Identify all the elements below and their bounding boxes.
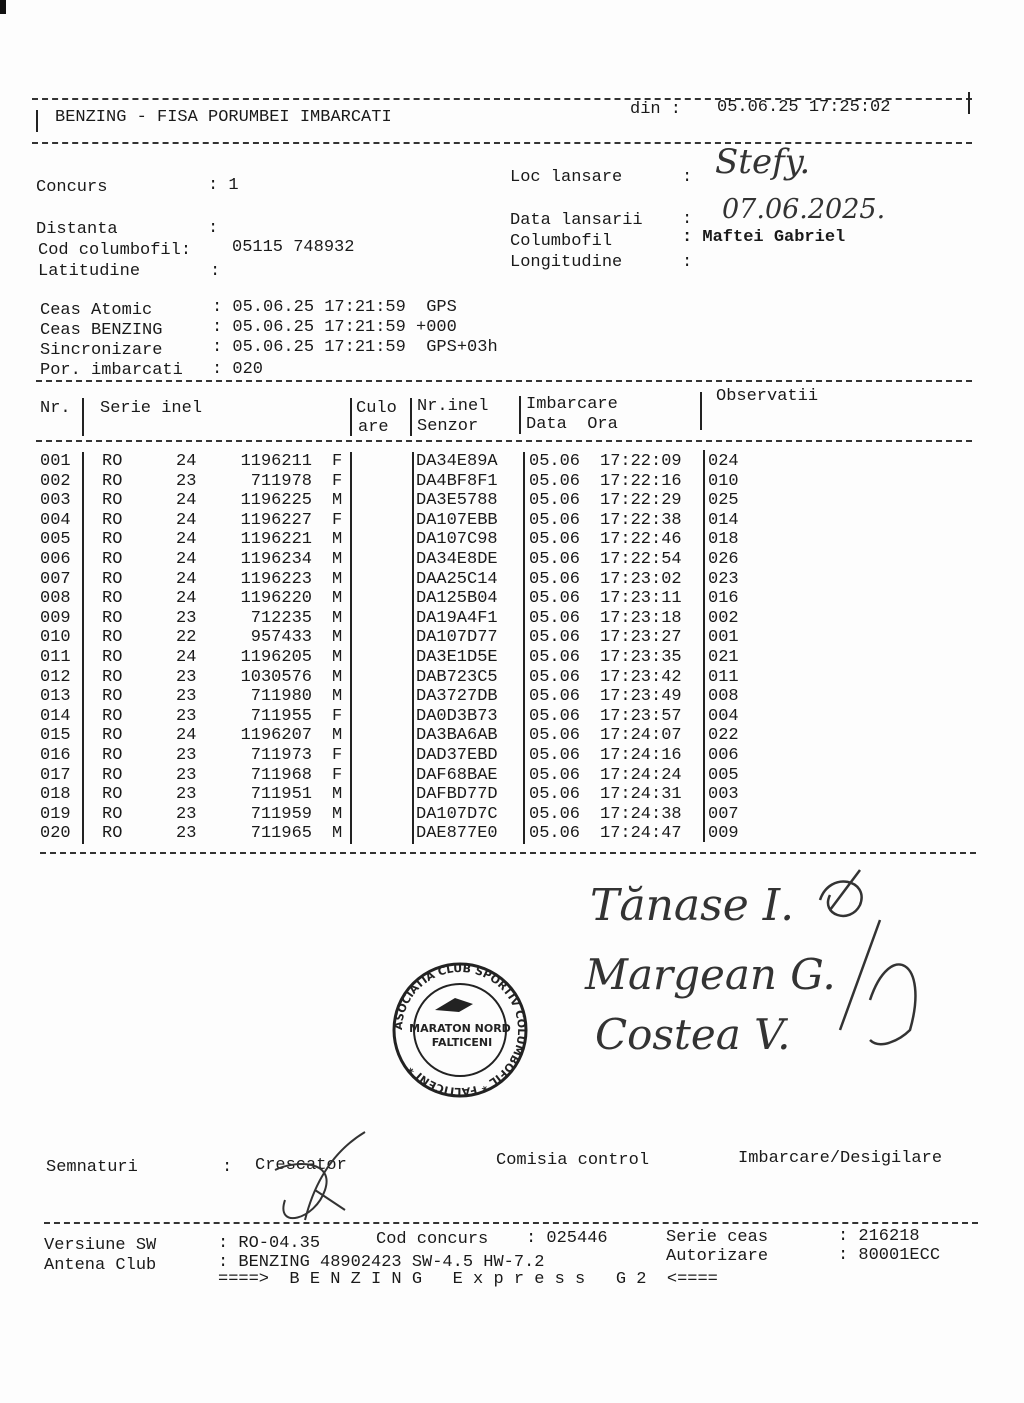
- table-row: [40, 668, 760, 688]
- row-nr: 014: [40, 706, 71, 726]
- row-sex: M: [332, 628, 343, 648]
- row-country: RO: [102, 785, 123, 805]
- row-country: RO: [102, 804, 123, 824]
- col-header-senzor: Senzor: [417, 417, 479, 436]
- divider: [410, 398, 412, 436]
- row-country: RO: [102, 471, 123, 491]
- stamp-inner-text-2: FALTICENI: [431, 1036, 493, 1049]
- row-time: 17:22:46: [600, 530, 682, 550]
- serie-ceas-value: : 216218: [838, 1227, 920, 1246]
- loc-lansare-label: Loc lansare: [510, 168, 623, 187]
- row-sex: M: [332, 648, 343, 667]
- row-year: 24: [176, 452, 197, 471]
- row-nr: 020: [40, 824, 71, 844]
- autorizare-label: Autorizare: [666, 1247, 769, 1266]
- antena-club-label: Antena Club: [44, 1256, 157, 1275]
- row-time: 17:24:38: [600, 804, 682, 824]
- row-sex: M: [332, 530, 343, 550]
- row-nr: 012: [40, 667, 71, 687]
- row-ring: 711973: [250, 746, 312, 765]
- row-sensor: DA3BA6AB: [416, 726, 498, 746]
- row-country: RO: [102, 569, 123, 589]
- row-nr: 019: [40, 804, 71, 824]
- col-header-culoare-2: are: [358, 418, 389, 437]
- row-date: 05.06: [529, 452, 581, 471]
- row-time: 17:24:24: [600, 765, 682, 785]
- row-year: 23: [176, 608, 197, 628]
- club-stamp: [380, 960, 540, 1100]
- row-ring: 711955: [250, 706, 312, 726]
- row-sex: F: [332, 765, 343, 785]
- row-observatii: 024: [708, 452, 739, 471]
- row-time: 17:22:54: [600, 550, 682, 569]
- row-time: 17:22:09: [600, 452, 682, 471]
- columbofil-value: : Maftei Gabriel: [682, 228, 846, 247]
- table-row: [40, 766, 760, 786]
- concurs-label: Concurs: [36, 178, 108, 197]
- table-row: [40, 726, 760, 746]
- row-observatii: 005: [708, 765, 739, 785]
- row-country: RO: [102, 765, 123, 785]
- row-nr: 016: [40, 746, 71, 765]
- row-date: 05.06: [529, 530, 581, 550]
- row-sex: M: [332, 569, 343, 589]
- row-nr: 015: [40, 726, 71, 746]
- divider: [40, 852, 976, 854]
- signature-1: Tănase I.: [590, 880, 795, 931]
- loc-lansare-sep: :: [682, 168, 693, 187]
- divider: [350, 398, 352, 436]
- serie-ceas-label: Serie ceas: [666, 1228, 769, 1247]
- col-header-nr-inel: Nr.inel: [417, 397, 489, 416]
- row-date: 05.06: [529, 510, 581, 530]
- row-observatii: 006: [708, 746, 739, 765]
- table-row: [40, 550, 760, 570]
- row-observatii: 018: [708, 530, 739, 550]
- row-sensor: DAA25C14: [416, 569, 498, 589]
- row-date: 05.06: [529, 608, 581, 628]
- columbofil-label: Columbofil: [510, 232, 613, 251]
- row-sex: M: [332, 726, 343, 746]
- row-date: 05.06: [529, 648, 581, 667]
- row-nr: 007: [40, 569, 71, 589]
- row-year: 23: [176, 471, 197, 491]
- row-sex: M: [332, 589, 343, 609]
- row-sensor: DA3727DB: [416, 687, 498, 707]
- sincronizare-value: : 05.06.25 17:21:59 GPS+03h: [212, 338, 498, 357]
- row-nr: 005: [40, 530, 71, 550]
- cod-columbofil-value: 05115 748932: [232, 238, 355, 257]
- row-sex: F: [332, 706, 343, 726]
- row-sex: M: [332, 608, 343, 628]
- row-date: 05.06: [529, 746, 581, 765]
- row-sensor: DA4BF8F1: [416, 471, 498, 491]
- row-year: 24: [176, 569, 197, 589]
- row-date: 05.06: [529, 491, 581, 511]
- ceas-benzing-label: Ceas BENZING: [40, 321, 163, 340]
- row-ring: 1196234: [240, 550, 312, 569]
- row-ring: 1196220: [240, 589, 312, 609]
- row-ring: 711959: [250, 804, 312, 824]
- row-date: 05.06: [529, 628, 581, 648]
- concurs-value: : 1: [208, 176, 239, 195]
- row-country: RO: [102, 628, 123, 648]
- data-lansarii-handwritten: 07.06.2025.: [722, 194, 886, 225]
- row-time: 17:24:31: [600, 785, 682, 805]
- row-country: RO: [102, 667, 123, 687]
- row-sensor: DA3E1D5E: [416, 648, 498, 667]
- stamp-outer-text: ASOCIATIA CLUB SPORTIV COLUMBOFIL * FALTICENI *: [391, 961, 529, 1099]
- divider: [44, 1222, 978, 1224]
- row-observatii: 025: [708, 491, 739, 511]
- loc-lansare-handwritten: Stefy.: [715, 142, 811, 182]
- row-sensor: DAB723C5: [416, 667, 498, 687]
- stamp-inner-text-1: MARATON NORD: [409, 1022, 511, 1035]
- row-time: 17:23:57: [600, 706, 682, 726]
- row-date: 05.06: [529, 824, 581, 844]
- row-country: RO: [102, 452, 123, 471]
- row-country: RO: [102, 510, 123, 530]
- scan-edge: [0, 0, 6, 14]
- row-time: 17:22:38: [600, 510, 682, 530]
- row-nr: 001: [40, 452, 71, 471]
- table-row: [40, 570, 760, 590]
- row-observatii: 022: [708, 726, 739, 746]
- row-nr: 008: [40, 589, 71, 609]
- row-sex: M: [332, 824, 343, 844]
- divider: [32, 142, 972, 144]
- col-header-nr: Nr.: [40, 399, 71, 418]
- row-observatii: 026: [708, 550, 739, 569]
- row-sensor: DA125B04: [416, 589, 498, 609]
- imbarcare-desigilare-label: Imbarcare/Desigilare: [738, 1149, 943, 1168]
- row-year: 23: [176, 746, 197, 765]
- row-date: 05.06: [529, 667, 581, 687]
- row-sensor: DA107D7C: [416, 804, 498, 824]
- row-year: 23: [176, 824, 197, 844]
- ceas-atomic-label: Ceas Atomic: [40, 301, 153, 320]
- row-observatii: 008: [708, 687, 739, 707]
- row-date: 05.06: [529, 550, 581, 569]
- table-row: [40, 511, 760, 531]
- row-year: 24: [176, 510, 197, 530]
- row-country: RO: [102, 608, 123, 628]
- table-row: [40, 452, 760, 472]
- row-country: RO: [102, 648, 123, 667]
- row-year: 24: [176, 530, 197, 550]
- row-observatii: 009: [708, 824, 739, 844]
- row-sensor: DA107D77: [416, 628, 498, 648]
- row-year: 23: [176, 687, 197, 707]
- benzing-express-banner: ====> B E N Z I N G E x p r e s s G 2 <====: [218, 1270, 718, 1289]
- row-time: 17:23:02: [600, 569, 682, 589]
- din-label: din :: [630, 100, 682, 119]
- por-imbarcati-value: : 020: [212, 360, 264, 379]
- row-time: 17:24:47: [600, 824, 682, 844]
- row-country: RO: [102, 706, 123, 726]
- cod-columbofil-label: Cod columbofil:: [38, 241, 192, 260]
- table-row: [40, 687, 760, 707]
- row-date: 05.06: [529, 569, 581, 589]
- sincronizare-label: Sincronizare: [40, 341, 163, 360]
- row-ring: 711951: [250, 785, 312, 805]
- row-observatii: 014: [708, 510, 739, 530]
- row-sensor: DAD37EBD: [416, 746, 498, 765]
- distanta-value: :: [208, 219, 219, 238]
- ceas-benzing-value: : 05.06.25 17:21:59 +000: [212, 318, 457, 337]
- row-observatii: 003: [708, 785, 739, 805]
- comisia-control-label: Comisia control: [496, 1151, 650, 1170]
- row-nr: 003: [40, 491, 71, 511]
- row-nr: 013: [40, 687, 71, 707]
- row-year: 23: [176, 706, 197, 726]
- divider: [36, 380, 972, 382]
- row-observatii: 007: [708, 804, 739, 824]
- row-sex: M: [332, 667, 343, 687]
- row-ring: 957433: [250, 628, 312, 648]
- row-time: 17:23:11: [600, 589, 682, 609]
- table-row: [40, 628, 760, 648]
- row-observatii: 002: [708, 608, 739, 628]
- table-row: [40, 472, 760, 492]
- row-sensor: DA107EBB: [416, 510, 498, 530]
- row-date: 05.06: [529, 804, 581, 824]
- versiune-sw-value: : RO-04.35: [218, 1234, 321, 1253]
- row-time: 17:23:49: [600, 687, 682, 707]
- row-sex: F: [332, 452, 343, 471]
- row-date: 05.06: [529, 726, 581, 746]
- row-observatii: 021: [708, 648, 739, 667]
- row-year: 23: [176, 765, 197, 785]
- por-imbarcati-label: Por. imbarcati: [40, 361, 183, 380]
- row-ring: 711978: [250, 471, 312, 491]
- row-ring: 1030576: [240, 667, 312, 687]
- print-datetime: 05.06.25 17:25:02: [717, 98, 891, 117]
- cod-concurs-value: : 025446: [526, 1229, 608, 1248]
- row-sensor: DAFBD77D: [416, 785, 498, 805]
- row-sensor: DA0D3B73: [416, 706, 498, 726]
- row-ring: 1196205: [240, 648, 312, 667]
- row-time: 17:24:07: [600, 726, 682, 746]
- row-date: 05.06: [529, 706, 581, 726]
- table-row: [40, 707, 760, 727]
- col-header-culoare: Culo: [356, 399, 397, 418]
- row-sex: M: [332, 785, 343, 805]
- row-nr: 004: [40, 510, 71, 530]
- row-time: 17:24:16: [600, 746, 682, 765]
- col-header-serie: Serie inel: [100, 399, 203, 418]
- row-time: 17:23:42: [600, 667, 682, 687]
- row-nr: 006: [40, 550, 71, 569]
- cod-concurs-label: Cod concurs: [376, 1230, 489, 1249]
- row-time: 17:22:29: [600, 491, 682, 511]
- row-time: 17:22:16: [600, 471, 682, 491]
- row-year: 24: [176, 491, 197, 511]
- row-country: RO: [102, 589, 123, 609]
- row-sex: M: [332, 804, 343, 824]
- signature-3: Costea V.: [595, 1010, 791, 1059]
- row-time: 17:23:18: [600, 608, 682, 628]
- row-year: 23: [176, 804, 197, 824]
- ceas-atomic-value: : 05.06.25 17:21:59 GPS: [212, 298, 457, 317]
- antena-club-value: : BENZING 48902423 SW-4.5 HW-7.2: [218, 1253, 545, 1272]
- table-row: [40, 824, 760, 844]
- row-year: 24: [176, 648, 197, 667]
- row-country: RO: [102, 530, 123, 550]
- row-year: 23: [176, 667, 197, 687]
- table-row: [40, 530, 760, 550]
- row-sex: M: [332, 550, 343, 569]
- row-date: 05.06: [529, 589, 581, 609]
- table-row: [40, 785, 760, 805]
- row-nr: 010: [40, 628, 71, 648]
- row-country: RO: [102, 491, 123, 511]
- longitudine-value: :: [682, 253, 693, 272]
- col-header-data-ora: Data Ora: [526, 415, 618, 434]
- row-ring: 1196227: [240, 510, 312, 530]
- autorizare-value: : 80001ECC: [838, 1246, 941, 1265]
- row-nr: 011: [40, 648, 71, 667]
- row-sensor: DA3E5788: [416, 491, 498, 511]
- row-date: 05.06: [529, 765, 581, 785]
- row-date: 05.06: [529, 785, 581, 805]
- table-row: [40, 648, 760, 668]
- row-year: 22: [176, 628, 197, 648]
- row-sensor: DAF68BAE: [416, 765, 498, 785]
- table-row: [40, 609, 760, 629]
- row-sex: M: [332, 491, 343, 511]
- row-country: RO: [102, 824, 123, 844]
- row-nr: 002: [40, 471, 71, 491]
- row-year: 24: [176, 550, 197, 569]
- row-ring: 1196225: [240, 491, 312, 511]
- distanta-label: Distanta: [36, 220, 118, 239]
- row-ring: 1196221: [240, 530, 312, 550]
- crescator-label: Crescator: [255, 1156, 347, 1175]
- data-lansarii-label: Data lansarii: [510, 211, 643, 230]
- row-sensor: DA107C98: [416, 530, 498, 550]
- row-nr: 018: [40, 785, 71, 805]
- crescator-signature: [245, 1130, 375, 1230]
- row-observatii: 004: [708, 706, 739, 726]
- row-observatii: 001: [708, 628, 739, 648]
- divider: [36, 440, 972, 442]
- row-year: 24: [176, 589, 197, 609]
- row-country: RO: [102, 687, 123, 707]
- row-observatii: 016: [708, 589, 739, 609]
- table-row: [40, 491, 760, 511]
- row-ring: 1196207: [240, 726, 312, 746]
- row-ring: 1196223: [240, 569, 312, 589]
- row-year: 23: [176, 785, 197, 805]
- row-sensor: DA19A4F1: [416, 608, 498, 628]
- row-sensor: DA34E8DE: [416, 550, 498, 569]
- row-observatii: 010: [708, 471, 739, 491]
- row-ring: 1196211: [240, 452, 312, 471]
- row-year: 24: [176, 726, 197, 746]
- row-country: RO: [102, 746, 123, 765]
- pigeon-icon: [435, 998, 473, 1012]
- divider: [700, 392, 702, 430]
- semnaturi-label: Semnaturi: [46, 1158, 138, 1177]
- table-row: [40, 589, 760, 609]
- row-ring: 711965: [250, 824, 312, 844]
- col-header-observatii: Observatii: [716, 387, 819, 406]
- row-ring: 711968: [250, 765, 312, 785]
- row-date: 05.06: [529, 687, 581, 707]
- row-nr: 009: [40, 608, 71, 628]
- row-country: RO: [102, 550, 123, 569]
- divider: [82, 398, 84, 436]
- semnaturi-sep: :: [222, 1158, 233, 1177]
- row-sex: F: [332, 510, 343, 530]
- row-observatii: 023: [708, 569, 739, 589]
- document-title: BENZING - FISA PORUMBEI IMBARCATI: [55, 108, 392, 127]
- divider: [36, 110, 38, 132]
- row-ring: 712235: [250, 608, 312, 628]
- row-time: 17:23:35: [600, 648, 682, 667]
- longitudine-label: Longitudine: [510, 253, 623, 272]
- divider: [968, 92, 970, 114]
- table-row: [40, 746, 760, 766]
- row-observatii: 011: [708, 667, 739, 687]
- versiune-sw-label: Versiune SW: [44, 1236, 157, 1255]
- table-row: [40, 805, 760, 825]
- latitudine-label: Latitudine: [38, 262, 141, 281]
- row-sex: M: [332, 687, 343, 707]
- row-sex: F: [332, 746, 343, 765]
- signature-scribbles: [800, 860, 940, 1070]
- latitudine-value: :: [210, 262, 221, 281]
- row-time: 17:23:27: [600, 628, 682, 648]
- row-nr: 017: [40, 765, 71, 785]
- signature-2: Margean G.: [585, 950, 836, 999]
- row-ring: 711980: [250, 687, 312, 707]
- col-header-imbarcare: Imbarcare: [526, 395, 618, 414]
- row-sensor: DAE877E0: [416, 824, 498, 844]
- row-country: RO: [102, 726, 123, 746]
- row-sensor: DA34E89A: [416, 452, 498, 471]
- divider: [519, 396, 521, 434]
- data-lansarii-sep: :: [682, 210, 693, 229]
- row-date: 05.06: [529, 471, 581, 491]
- row-sex: F: [332, 471, 343, 491]
